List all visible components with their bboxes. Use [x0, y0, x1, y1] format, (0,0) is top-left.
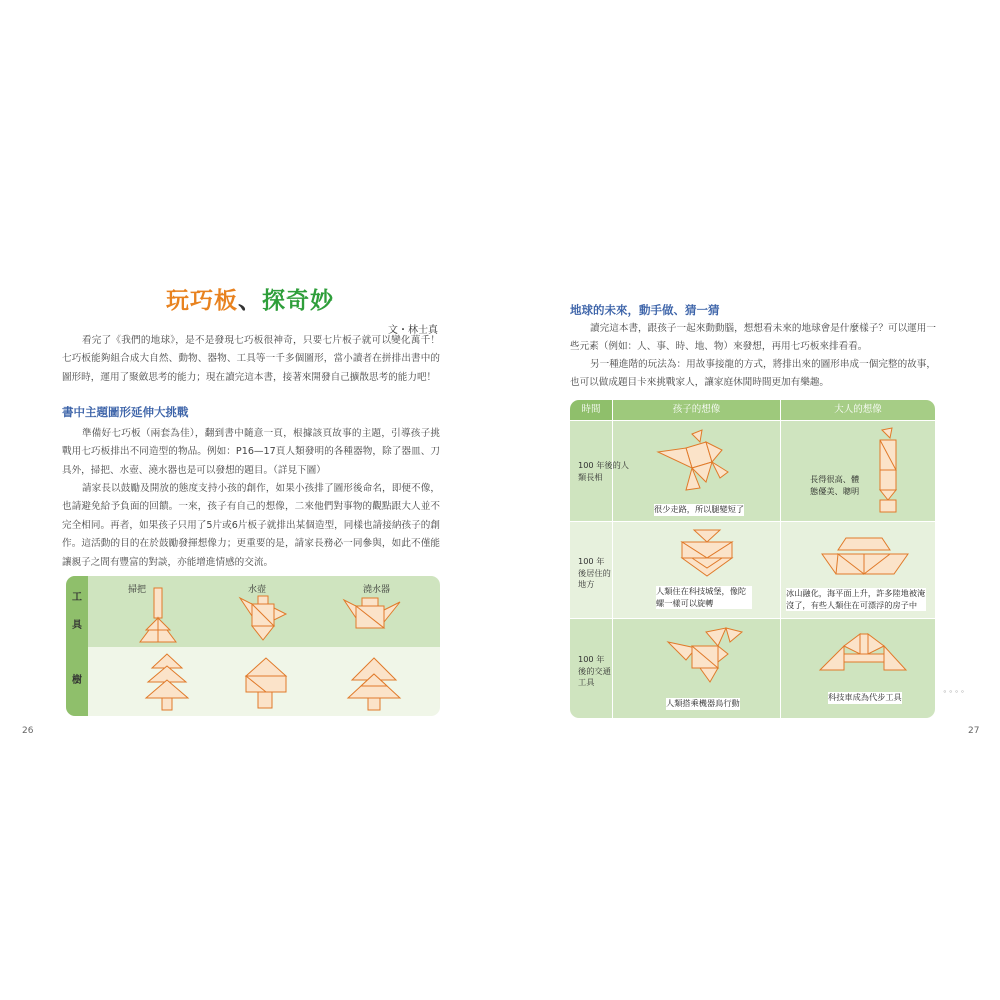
- imagination-table: [570, 400, 935, 718]
- tools-label-cell: [66, 576, 88, 648]
- future-paragraph-2: 另一種進階的玩法為：用故事接龍的方式，將排出來的圖形串成一個完整的故事，也可以做成題目卡來挑戰家人，讓家庭休閒時間更加有樂趣。: [570, 359, 936, 389]
- tool-name-broom: 掃把: [128, 585, 147, 595]
- tree-tangram-3: [346, 656, 402, 712]
- page-title: [0, 282, 500, 315]
- spinning-castle-tangram: [674, 528, 740, 586]
- row-3-adult-text: 科技車成為代步工具: [828, 692, 902, 702]
- row-3-time: 100 年後的交通工具: [578, 654, 611, 687]
- tree-tangram-2: [238, 656, 294, 712]
- tall-person-tangram: [868, 426, 912, 516]
- kettle-tangram: [236, 590, 288, 642]
- page-number-right: 27: [968, 726, 980, 736]
- row-1-child-text: 很少走路，所以腿變短了: [654, 504, 745, 514]
- tool-name-kettle: 水壺: [248, 585, 267, 595]
- tech-car-tangram: [818, 632, 908, 676]
- section-heading: 書中主題圖形延伸大挑戰: [62, 405, 189, 419]
- title-part-1: 玩巧板: [166, 288, 238, 314]
- future-paragraph-1: 讀完這本書，跟孩子一起來動動腦，想想看未來的地球會是什麼樣子？可以運用一些元素（例如：人、事、時、地、物）來發想，再用七巧板來排看看。: [570, 323, 936, 353]
- row-2-adult-text: 冰山融化，海平面上升，許多陸地被淹沒了，有些人類住在可漂浮的房子中: [786, 588, 926, 610]
- right-heading: 地球的未來，動手做、猜一猜: [570, 303, 720, 317]
- robot-bird-tangram: [666, 626, 748, 688]
- row-1-adult-text: 長得很高、體態優美、聰明: [810, 474, 860, 496]
- tree-tangram-1: [144, 652, 190, 714]
- broom-tangram: [136, 586, 184, 644]
- tangram-example-panel: [66, 576, 440, 716]
- row-1-time: 100 年後的人類長相: [578, 460, 629, 482]
- row-2-child-text: 人類住在科技城堡，像陀螺一樣可以旋轉: [656, 586, 752, 609]
- tools-label-char-2: 具: [72, 620, 82, 631]
- challenge-paragraph-1: 準備好七巧板（兩套為佳），翻到書中隨意一頁，根據該頁故事的主題，引導孩子挑戰用七巧板排出不同造型的物品。例如：P16—17頁人類發明的各種器物，除了器皿、刀具外，掃把、水壺、澆水器也是可以發想的題目。（詳見下圖）: [62, 428, 440, 476]
- title-part-2: 、: [238, 288, 262, 314]
- floating-house-tangram: [820, 536, 910, 582]
- row-3-child-text: 人類搭乘機器鳥行動: [666, 698, 740, 708]
- author-credit: 文・林士真: [388, 325, 438, 336]
- title-part-3: 探奇妙: [262, 288, 334, 314]
- row-2-time: 100 年後居住的地方: [578, 556, 611, 589]
- intro-paragraph: 看完了《我們的地球》，是不是發現七巧板很神奇，只要七片板子就可以變化萬千！七巧板能夠組合成大自然、動物、器物、工具等一千多個圖形，當小讀者在拼排出書中的圖形時，運用了聚斂思考的能力；現在讀完這本書，接著來開發自己擴散思考的能力吧！: [62, 335, 440, 383]
- short-legs-person-tangram: [656, 428, 752, 504]
- watering-can-tangram: [342, 596, 406, 640]
- page-number-left: 26: [22, 726, 34, 736]
- header-adult: 大人的想像: [781, 400, 935, 420]
- tools-label-char-1: 工: [72, 592, 82, 603]
- tool-name-watering-can: 澆水器: [363, 585, 391, 595]
- trees-label-cell: [66, 647, 88, 716]
- watermark-decoration: ⚬⚬⚬⚬: [942, 688, 966, 696]
- header-child: 孩子的想像: [613, 400, 780, 420]
- trees-label: 樹: [72, 675, 82, 686]
- header-time: 時間: [570, 400, 612, 420]
- col-divider-2: [780, 421, 781, 718]
- challenge-paragraph-2: 請家長以鼓勵及開放的態度支持小孩的創作，如果小孩排了圖形後命名，即便不像，也請避免給予負面的回饋。一來，孩子有自己的想像，二來他們對事物的觀點跟大人並不完全相同。再者，如果孩子只用了5片或6片板子就排出某個造型，同樣也請接納孩子的創作。這活動的目的在於鼓勵發揮想像力；更重要的是，請家長務必一同參與，如此不僅能讓親子之間有豐富的對談，亦能增進情感的交流。: [62, 483, 440, 568]
